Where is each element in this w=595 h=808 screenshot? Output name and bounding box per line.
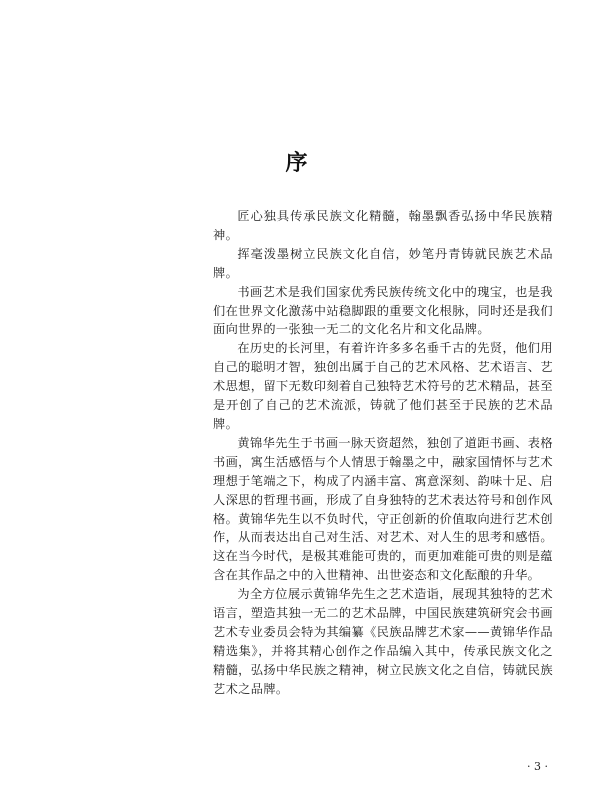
page-number: · 3 · (527, 760, 548, 773)
page-title: 序 (285, 150, 310, 176)
paragraph: 挥毫泼墨树立民族文化自信，妙笔丹青铸就民族艺术品牌。 (213, 246, 553, 280)
paragraph: 黄锦华先生于书画一脉天资超然，独创了道距书画、表格书画，寓生活感悟与个人情思于翰墨之中，融家国情怀与艺术理想于笔端之下，构成了内涵丰富、寓意深刻、韵味十足、启人深思的哲理书画，形成了自身独特的艺术表达符号和创作风格。黄锦华先生以不负时代，守正创新的价值取向进行艺术创作，从而表达出自己对生活、对艺术、对人生的思考和感悟。这在当今时代，是极其难能可贵的，而更加难能可贵的则是蕴含在其作品之中的入世精神、出世姿态和文化酝酿的升华。 (213, 435, 553, 583)
paragraph: 书画艺术是我们国家优秀民族传统文化中的瑰宝，也是我们在世界文化激荡中站稳脚跟的重要文化根脉，同时还是我们面向世界的一张独一无二的文化名片和文化品牌。 (213, 284, 553, 337)
paragraph: 为全方位展示黄锦华先生之艺术造诣，展现其独特的艺术语言，塑造其独一无二的艺术品牌，中国民族建筑研究会书画艺术专业委员会特为其编纂《民族品牌艺术家——黄锦华作品精选集》，并将其精心创作之作品编入其中，传承民族文化之精髓，弘扬中华民族之精神，树立民族文化之自信，铸就民族艺术之品牌。 (213, 587, 553, 696)
paragraph: 在历史的长河里，有着许许多多名垂千古的先贤，他们用自己的聪明才智，独创出属于自己的艺术风格、艺术语言、艺术思想，留下无数印刻着自己独特艺术符号的艺术精品，甚至是开创了自己的艺术流派，铸就了他们甚至于民族的艺术品牌。 (213, 341, 553, 431)
paragraph: 匠心独具传承民族文化精髓，翰墨飘香弘扬中华民族精神。 (213, 209, 553, 242)
body-text (213, 207, 553, 699)
